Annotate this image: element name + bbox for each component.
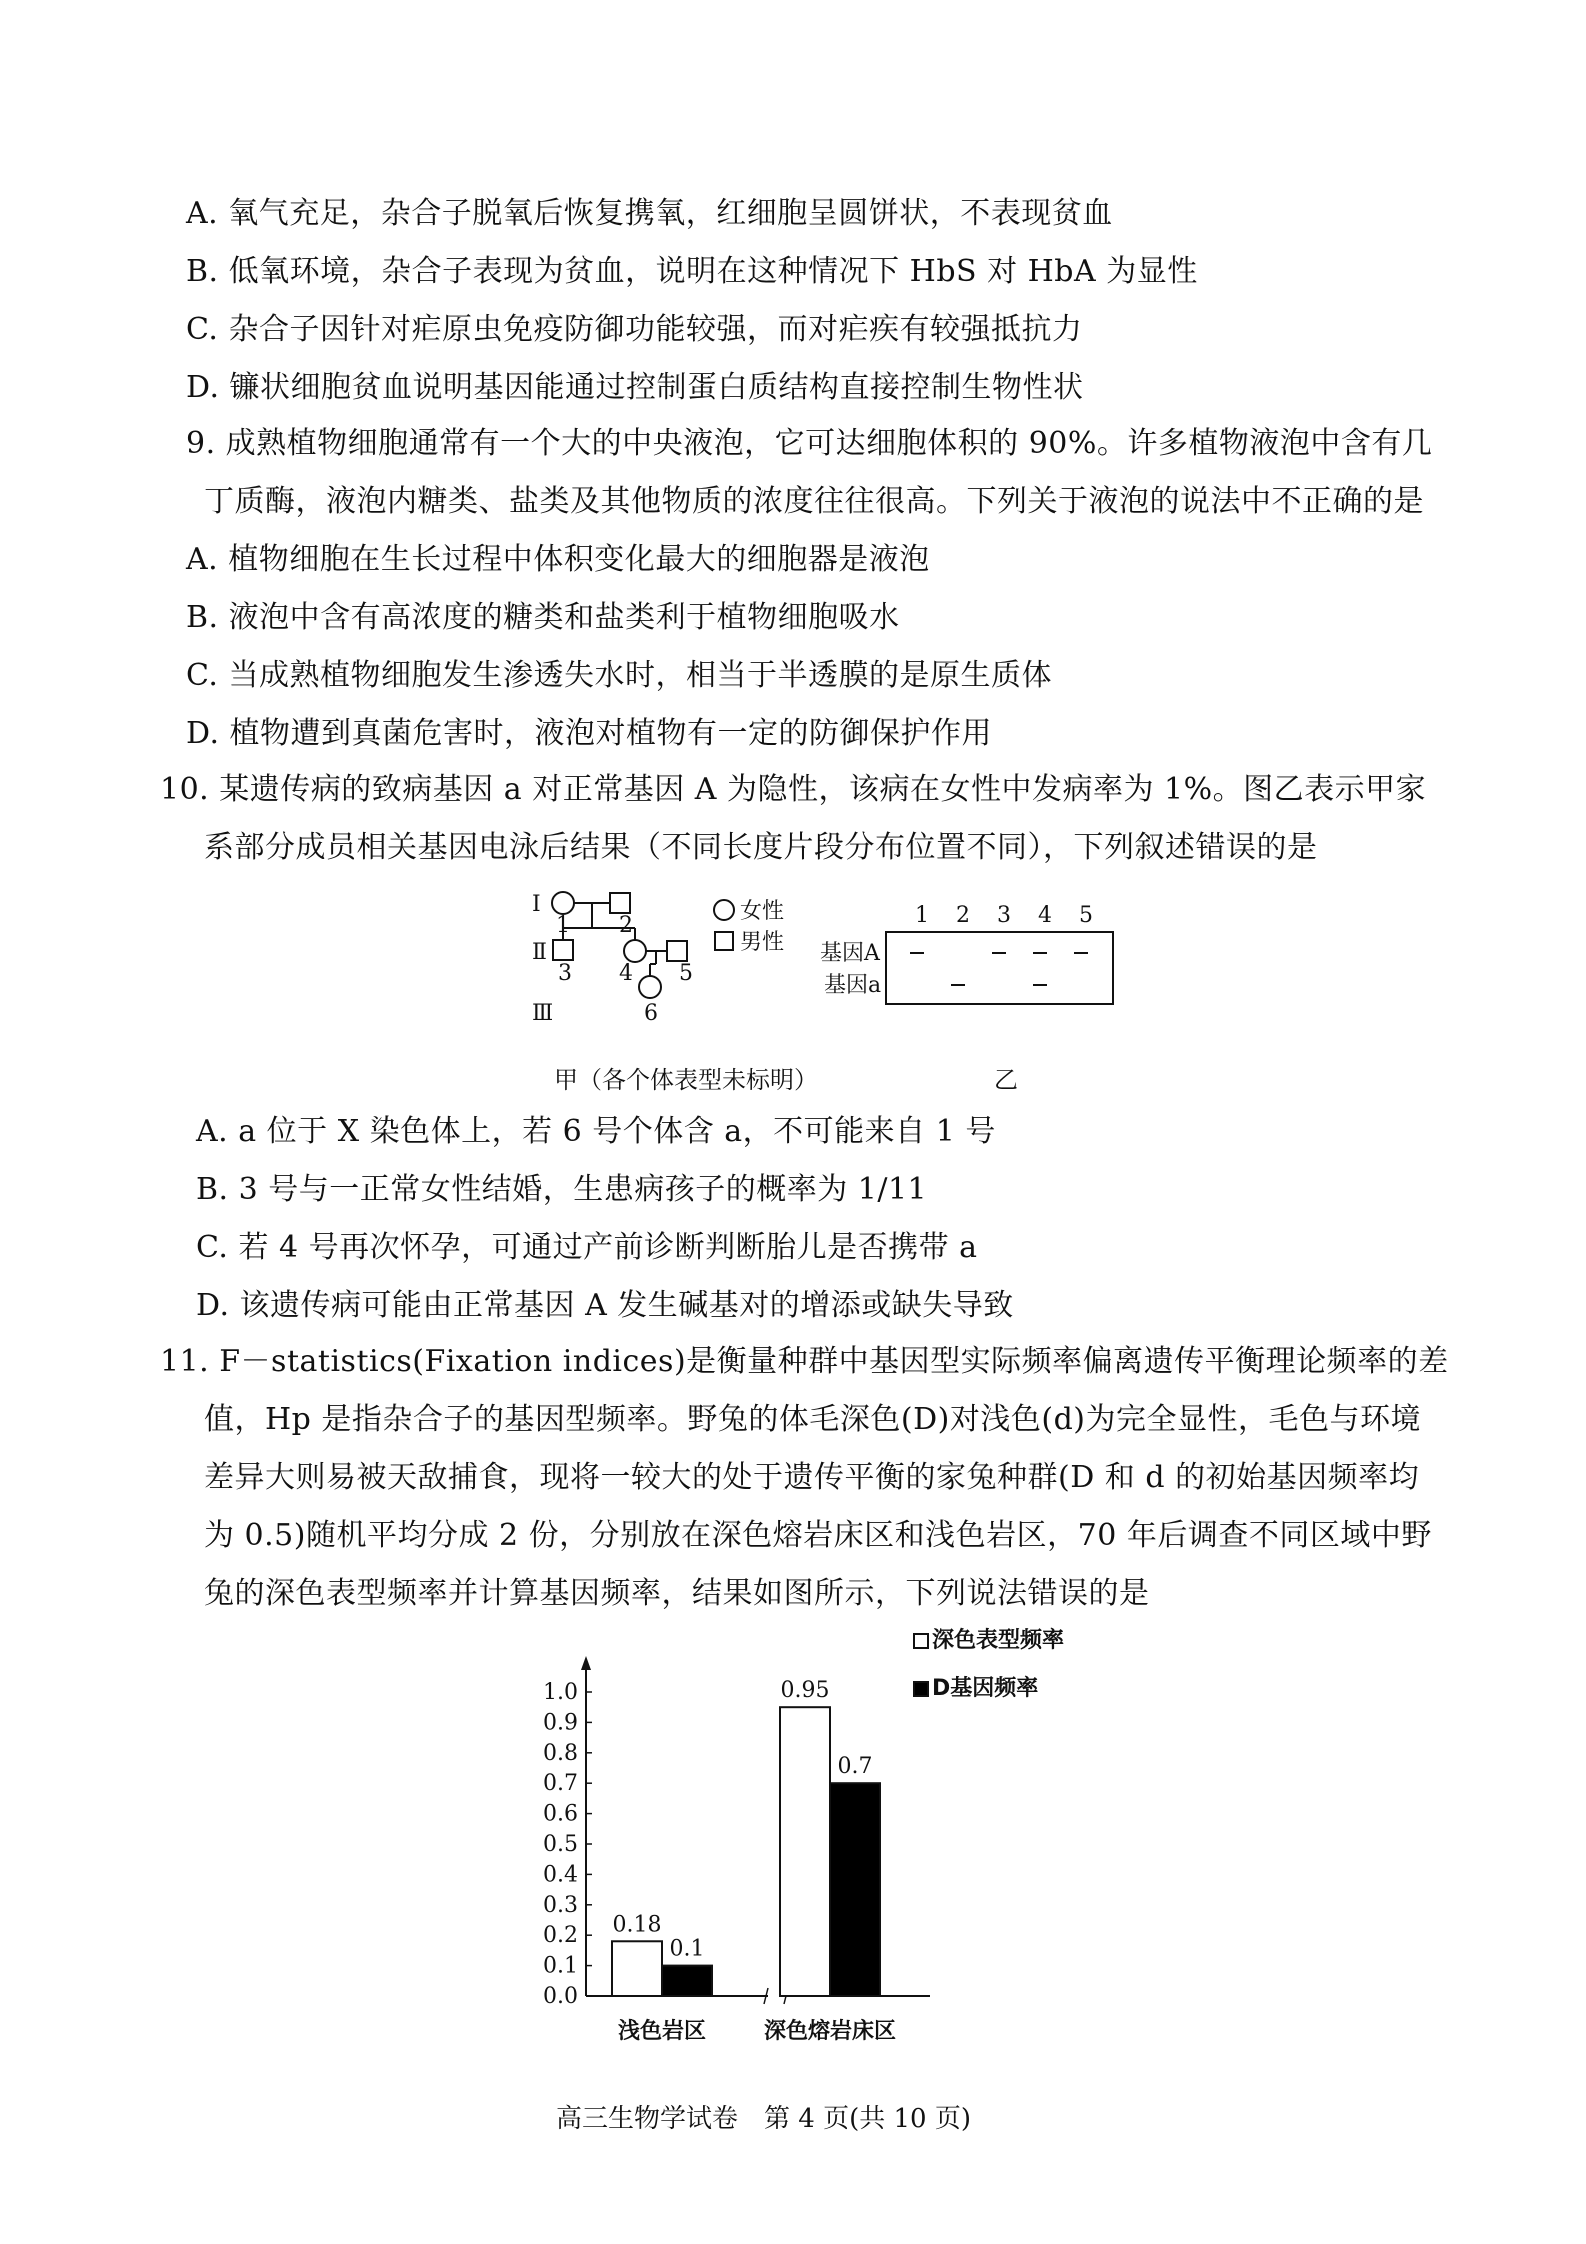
- y-tick-label: 0.2: [543, 1923, 578, 1949]
- bar: [780, 1707, 830, 1996]
- q10-option-c: C. 若 4 号再次怀孕，可通过产前诊断判断胎儿是否携带 a: [196, 1230, 978, 1265]
- individual-1: [552, 892, 574, 914]
- q8-option-a: A. 氧气充足，杂合子脱氧后恢复携氧，红细胞呈圆饼状，不表现贫血: [186, 196, 1113, 231]
- id-2: 2: [619, 913, 633, 938]
- y-tick-label: 0.4: [543, 1862, 578, 1888]
- y-tick-label: 0.0: [543, 1984, 578, 2009]
- bar: [662, 1966, 712, 1996]
- id-6: 6: [644, 1001, 658, 1026]
- q10-stem-line2: 系部分成员相关基因电泳后结果（不同长度片段分布位置不同），下列叙述错误的是: [204, 830, 1318, 865]
- q10-option-b: B. 3 号与一正常女性结婚，生患病孩子的概率为 1/11: [196, 1172, 928, 1207]
- page-footer: 高三生物学试卷 第 4 页(共 10 页): [556, 2104, 971, 2134]
- individual-6: [639, 976, 661, 998]
- y-tick-label: 1.0: [543, 1680, 578, 1705]
- individual-3: [553, 940, 573, 960]
- gen-label-1: Ⅰ: [532, 892, 541, 917]
- pedigree-caption: 甲（各个体表型未标明）: [554, 1066, 818, 1094]
- gel-lane-label: 4: [1038, 903, 1052, 928]
- legend-swatch: [914, 1682, 928, 1696]
- q11-stem-line2: 值，Hp 是指杂合子的基因型频率。野兔的体毛深色(D)对浅色(d)为完全显性，毛色与环境: [204, 1402, 1421, 1437]
- y-tick-label: 0.3: [543, 1892, 578, 1918]
- gel-row-label-a: 基因a: [824, 973, 882, 998]
- q11-stem-line5: 兔的深色表型频率并计算基因频率，结果如图所示，下列说法错误的是: [204, 1576, 1150, 1611]
- gel-lane-label: 2: [956, 903, 970, 928]
- gen-label-2: Ⅱ: [532, 940, 547, 965]
- q11-stem-line1: 11. F－statistics(Fixation indices)是衡量种群中基因型实际频率偏离遗传平衡理论频率的差: [160, 1344, 1449, 1379]
- id-4: 4: [619, 961, 633, 986]
- q8-option-c: C. 杂合子因针对疟原虫免疫防御功能较强，而对疟疾有较强抵抗力: [186, 312, 1083, 347]
- legend-label: 深色表型频率: [932, 1628, 1065, 1653]
- y-tick-label: 0.9: [543, 1710, 578, 1736]
- legend-female-label: 女性: [740, 899, 785, 924]
- gel-caption: 乙: [994, 1066, 1018, 1094]
- q9-option-a: A. 植物细胞在生长过程中体积变化最大的细胞器是液泡: [186, 542, 930, 577]
- individual-5: [667, 941, 687, 961]
- category-label: 浅色岩区: [617, 2019, 707, 2044]
- gen-label-3: Ⅲ: [532, 1001, 554, 1026]
- q9-option-d: D. 植物遭到真菌危害时，液泡对植物有一定的防御保护作用: [186, 716, 993, 751]
- bar: [612, 1941, 662, 1996]
- bar-value-label: 0.18: [612, 1912, 662, 1938]
- gel-lane-label: 5: [1079, 903, 1093, 928]
- q8-option-d: D. 镰状细胞贫血说明基因能通过控制蛋白质结构直接控制生物性状: [186, 370, 1084, 405]
- gel-lane-label: 3: [997, 903, 1011, 928]
- q10-option-a: A. a 位于 X 染色体上，若 6 号个体含 a，不可能来自 1 号: [196, 1114, 996, 1149]
- bar-value-label: 0.7: [837, 1754, 873, 1780]
- bar-value-label: 0.1: [669, 1936, 705, 1962]
- q11-stem-line3: 差异大则易被天敌捕食，现将一较大的处于遗传平衡的家兔种群(D 和 d 的初始基因频率均: [204, 1460, 1420, 1495]
- category-label: 深色熔岩床区: [763, 2019, 897, 2044]
- q11-stem-line4: 为 0.5)随机平均分成 2 份，分别放在深色熔岩床区和浅色岩区，70 年后调查不同区域中野: [204, 1518, 1432, 1553]
- gel-frame: [886, 932, 1113, 1004]
- q9-stem-line2: 丁质酶，液泡内糖类、盐类及其他物质的浓度往往很高。下列关于液泡的说法中不正确的是: [204, 484, 1424, 519]
- q9-stem-line1: 9. 成熟植物细胞通常有一个大的中央液泡，它可达细胞体积的 90%。许多植物液泡中含有几: [186, 426, 1433, 461]
- q9-option-c: C. 当成熟植物细胞发生渗透失水时，相当于半透膜的是原生质体: [186, 658, 1052, 693]
- bar-chart: [530, 1620, 1090, 2060]
- female-symbol: [714, 900, 734, 920]
- pedigree-legend: [712, 898, 822, 958]
- bar-value-label: 0.95: [780, 1678, 830, 1704]
- bar: [830, 1783, 880, 1996]
- id-3: 3: [558, 961, 572, 986]
- id-5: 5: [679, 961, 693, 986]
- legend-swatch: [914, 1634, 928, 1648]
- individual-2: [610, 893, 630, 913]
- gel-lane-label: 1: [915, 903, 929, 928]
- y-axis-arrow: [581, 1656, 591, 1670]
- male-symbol: [715, 932, 733, 950]
- y-tick-label: 0.1: [543, 1953, 578, 1979]
- gel-row-label-A: 基因A: [820, 941, 880, 966]
- y-tick-label: 0.8: [543, 1740, 578, 1766]
- q10-option-d: D. 该遗传病可能由正常基因 A 发生碱基对的增添或缺失导致: [196, 1288, 1014, 1323]
- y-tick-label: 0.7: [543, 1771, 578, 1797]
- q8-option-b: B. 低氧环境，杂合子表现为贫血，说明在这种情况下 HbS 对 HbA 为显性: [186, 254, 1198, 289]
- gel-diagram: [820, 900, 1120, 1010]
- y-tick-label: 0.6: [543, 1801, 578, 1827]
- legend-label: D基因频率: [932, 1676, 1039, 1701]
- y-tick-label: 0.5: [543, 1832, 578, 1857]
- q10-stem-line1: 10. 某遗传病的致病基因 a 对正常基因 A 为隐性，该病在女性中发病率为 1%。图乙表示甲家: [160, 772, 1427, 807]
- q9-option-b: B. 液泡中含有高浓度的糖类和盐类利于植物细胞吸水: [186, 600, 900, 635]
- individual-4: [624, 940, 646, 962]
- id-1: 1: [556, 913, 570, 938]
- legend-male-label: 男性: [740, 930, 785, 955]
